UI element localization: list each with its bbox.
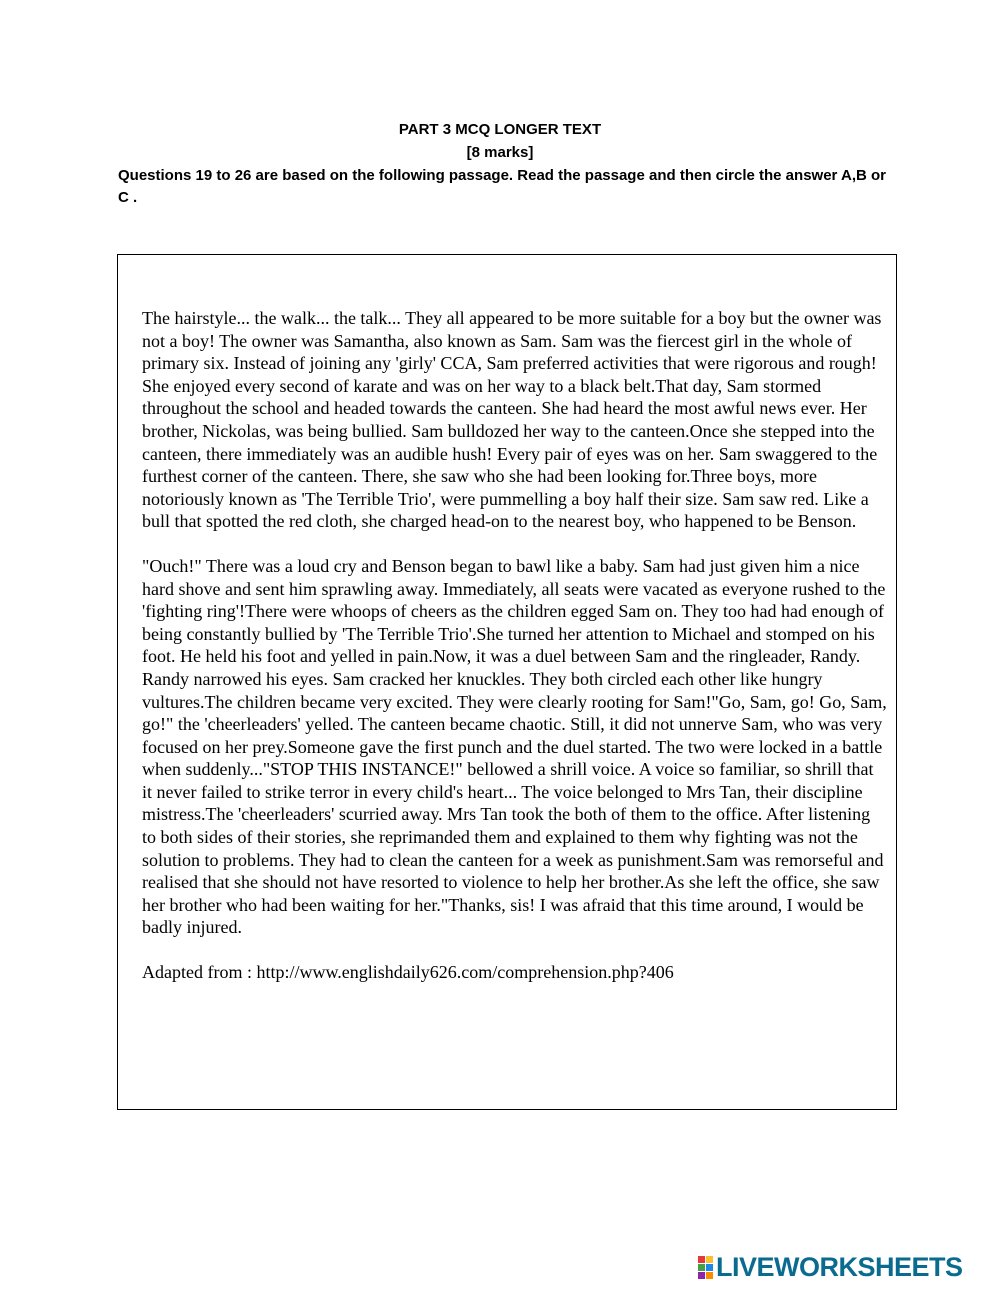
- logo-text: LIVEWORKSHEETS: [716, 1252, 963, 1282]
- part-title: PART 3 MCQ LONGER TEXT: [398, 121, 602, 138]
- logo-block: [706, 1256, 713, 1263]
- passage-box: [117, 254, 897, 1110]
- source-citation: Adapted from : http://www.englishdaily626.com/comprehension.php?406: [142, 962, 674, 983]
- passage-paragraph-1: The hairstyle... the walk... the talk... They all appeared to be more suitable for a boy but the owner was not a boy! The owner was Samantha, also known as Sam. Sam was the fiercest girl in the whole of primary six. Instead of joining any 'girly' CCA, Sam preferred activities that were rigorous and rough! She enjoyed every second of karate and was on her way to a black belt.That day, Sam stormed throughout the school and headed towards the canteen. She had heard the most awful news ever. Her brother, Nickolas, was being bullied. Sam bulldozed her way to the canteen.Once she stepped into the canteen, there immediately was an audible hush! Every pair of eyes was on her. Sam swaggered to the furthest corner of the canteen. There, she saw who she had been looking for.Three boys, more notoriously known as 'The Terrible Trio', were pummelling a boy half their size. Sam saw red. Like a bull that spotted the red cloth, she charged head-on to the nearest boy, who happened to be Benson.: [142, 308, 882, 532]
- passage-text: [142, 307, 887, 1006]
- logo-block: [706, 1272, 713, 1279]
- liveworksheets-logo: [698, 1254, 963, 1280]
- passage-paragraph-2: "Ouch!" There was a loud cry and Benson began to bawl like a baby. Sam had just given him a nice hard shove and sent him sprawling away. Immediately, all seats were vacated as everyone rushed to the 'fighting ring'!There were whoops of cheers as the children egged Sam on. They too had had enough of being constantly bullied by 'The Terrible Trio'.She turned her attention to Michael and stomped on his foot. He held his foot and yelled in pain.Now, it was a duel between Sam and the ringleader, Randy. Randy narrowed his eyes. Sam cracked her knuckles. They both circled each other like hungry vultures.The children became very excited. They were clearly rooting for Sam!"Go, Sam, go! Go, Sam, go!" the 'cheerleaders' yelled. The canteen became chaotic. Still, it did not unnerve Sam, who was very focused on her prey.Someone gave the first punch and the duel started. The two were locked in a battle when suddenly..."STOP THIS INSTANCE!" bellowed a shrill voice. A voice so familiar, so shrill that it never failed to strike terror in every child's heart... The voice belonged to Mrs Tan, their discipline mistress.The 'cheerleaders' scurried away. Mrs Tan took the both of them to the office. After listening to both sides of their stories, she reprimanded them and explained to them why fighting was not the solution to problems. They had to clean the canteen for a week as punishment.Sam was remorseful and realised that she should not have resorted to violence to help her brother.As she left the office, she saw her brother who had been waiting for her."Thanks, sis! I was afraid that this time around, I would be badly injured.: [142, 555, 887, 938]
- logo-block: [698, 1264, 705, 1271]
- logo-blocks-icon: [698, 1256, 713, 1279]
- logo-block: [698, 1256, 705, 1263]
- logo-block: [706, 1264, 713, 1271]
- marks-label: [8 marks]: [466, 144, 534, 161]
- logo-block: [698, 1272, 705, 1279]
- instructions-text: Questions 19 to 26 are based on the following passage. Read the passage and then circle the answer A,B or C .: [118, 167, 886, 206]
